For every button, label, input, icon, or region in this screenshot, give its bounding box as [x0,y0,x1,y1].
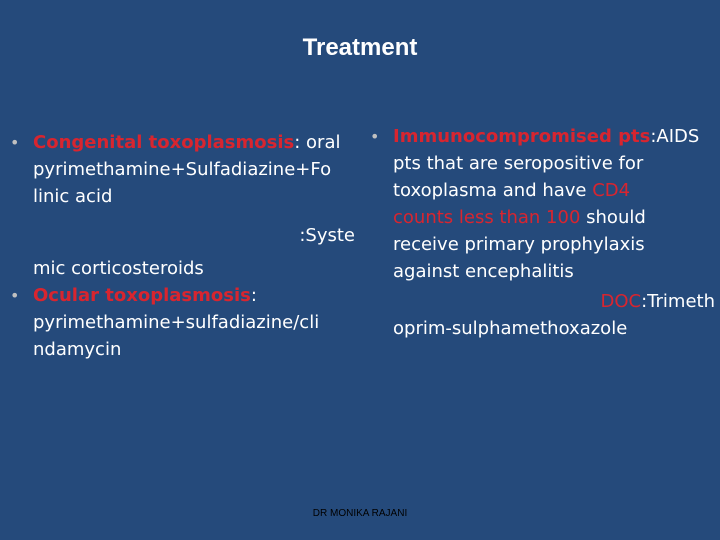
immuno-label: Immunocompromised pts [393,126,651,147]
bullet-body [393,123,715,285]
congenital-after-label: : oral [294,132,341,153]
bullet-icon: • [370,127,380,146]
bullet-congenital [10,129,355,210]
bullet-ocular [10,282,355,363]
doc-drug: oprim-sulphamethoxazole [393,318,628,339]
ocular-label: Ocular toxoplasmosis [33,285,251,306]
ocular-drugs: pyrimethamine+sulfadiazine/cli ndamycin [33,312,320,360]
bullet-icon: • [10,286,20,305]
immuno-after-label: :AIDS [650,126,700,147]
right-column [370,123,715,342]
footer-author: DR MONIKA RAJANI [312,508,408,519]
congenital-drugs: pyrimethamine+Sulfadiazine+Fo linic acid [33,159,332,207]
immuno-text-1: pts that are seropositive for toxoplasma and have [393,153,644,201]
congenital-label: Congenital toxoplasmosis [33,132,295,153]
doc-label: DOC [600,291,642,312]
slide-title: Treatment [302,34,418,61]
immuno-text-2: should receive primary prophylaxis against encephalitis [393,207,646,282]
left-column [10,129,355,363]
bullet-immunocompromised [370,123,715,285]
bullet-body [33,129,355,210]
steroid-line: mic corticosteroids [33,258,204,279]
doc-line [370,288,715,315]
bullet-icon: • [10,133,20,152]
ocular-after-label: : [250,285,257,306]
bullet-body [33,282,355,363]
doc-after-label: :Trimeth [641,291,715,312]
cd4-highlight: CD4 counts less than 100 [393,180,631,228]
steroid-line-right: :Syste [299,225,355,246]
